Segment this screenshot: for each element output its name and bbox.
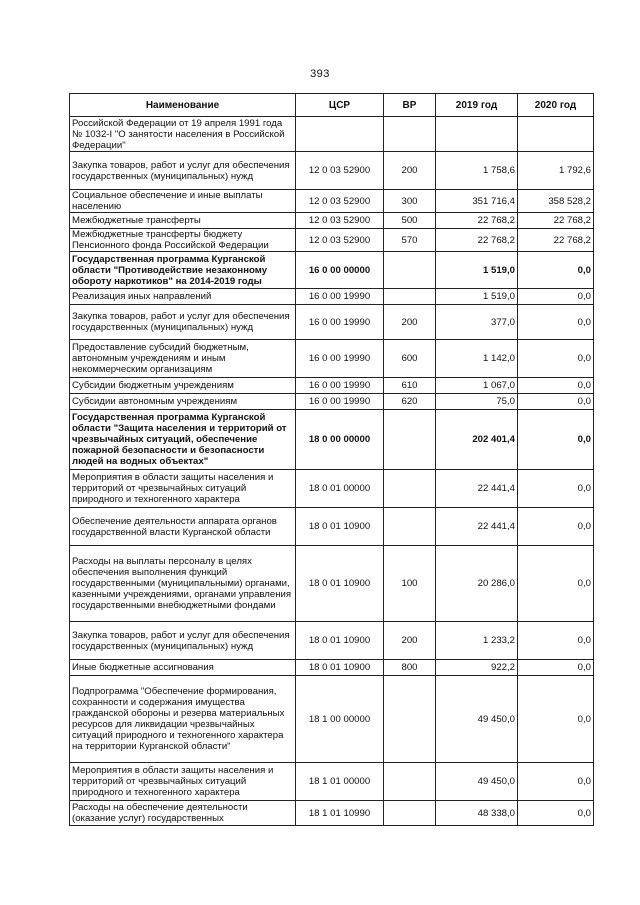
cell-name: Государственная программа Курганской области "Противодействие незаконному обороту наркотиков" на 2014-2019 годы (70, 252, 296, 289)
table-row (70, 410, 594, 470)
cell-2019: 1 067,0 (436, 378, 518, 394)
cell-2019: 75,0 (436, 394, 518, 410)
table-row (70, 378, 594, 394)
cell-vr (384, 508, 436, 546)
cell-name: Иные бюджетные ассигнования (70, 660, 296, 676)
column-header-2020: 2020 год (518, 94, 594, 117)
cell-csr: 16 0 00 19990 (296, 305, 384, 340)
cell-name: Государственная программа Курганской области "Защита населения и территорий от чрезвычайных ситуаций, обеспечение пожарной безопасности и безопасности людей на водных объектах" (70, 410, 296, 470)
cell-csr: 18 0 01 10900 (296, 508, 384, 546)
cell-2019: 1 519,0 (436, 252, 518, 289)
cell-2020: 0,0 (518, 763, 594, 801)
cell-2019: 1 758,6 (436, 152, 518, 190)
cell-2019: 22 441,4 (436, 470, 518, 508)
cell-vr: 200 (384, 305, 436, 340)
table-row (70, 289, 594, 305)
cell-2020 (518, 117, 594, 152)
table-row (70, 252, 594, 289)
cell-vr: 610 (384, 378, 436, 394)
cell-name: Социальное обеспечение и иные выплаты населению (70, 190, 296, 213)
cell-2019: 20 286,0 (436, 546, 518, 622)
table-row (70, 660, 594, 676)
cell-csr: 12 0 03 52900 (296, 152, 384, 190)
cell-csr: 12 0 03 52900 (296, 213, 384, 229)
cell-vr: 800 (384, 660, 436, 676)
cell-2020: 0,0 (518, 252, 594, 289)
column-header-2019: 2019 год (436, 94, 518, 117)
cell-vr (384, 470, 436, 508)
cell-2019: 22 768,2 (436, 213, 518, 229)
cell-2020: 0,0 (518, 378, 594, 394)
column-header-csr: ЦСР (296, 94, 384, 117)
cell-2020: 0,0 (518, 470, 594, 508)
cell-vr: 570 (384, 229, 436, 252)
cell-2019: 48 338,0 (436, 801, 518, 826)
cell-csr: 16 0 00 19990 (296, 378, 384, 394)
page-number: 393 (310, 68, 330, 80)
cell-vr (384, 289, 436, 305)
table-row (70, 152, 594, 190)
cell-name: Подпрограмма "Обеспечение формирования, сохранности и содержания имущества гражданской обороны и резерва материальных ресурсов для ликвидации чрезвычайных ситуаций природного и техногенного характера на территории Курганской области" (70, 676, 296, 763)
cell-2020: 0,0 (518, 660, 594, 676)
cell-csr: 18 0 01 10900 (296, 546, 384, 622)
table-row (70, 470, 594, 508)
cell-name: Субсидии автономным учреждениям (70, 394, 296, 410)
table-row (70, 508, 594, 546)
cell-vr (384, 801, 436, 826)
cell-vr: 600 (384, 340, 436, 378)
cell-name: Межбюджетные трансферты (70, 213, 296, 229)
cell-2020: 22 768,2 (518, 229, 594, 252)
cell-2020: 0,0 (518, 676, 594, 763)
cell-name: Обеспечение деятельности аппарата органов государственной власти Курганской области (70, 508, 296, 546)
cell-2020: 0,0 (518, 305, 594, 340)
cell-csr: 12 0 03 52900 (296, 190, 384, 213)
cell-name: Закупка товаров, работ и услуг для обеспечения государственных (муниципальных) нужд (70, 152, 296, 190)
cell-csr (296, 117, 384, 152)
cell-2020: 0,0 (518, 622, 594, 660)
cell-2019 (436, 117, 518, 152)
table-row (70, 117, 594, 152)
cell-2019: 351 716,4 (436, 190, 518, 213)
cell-vr: 300 (384, 190, 436, 213)
cell-2019: 1 142,0 (436, 340, 518, 378)
cell-2020: 358 528,2 (518, 190, 594, 213)
table-row (70, 622, 594, 660)
cell-2019: 1 233,2 (436, 622, 518, 660)
cell-name: Закупка товаров, работ и услуг для обеспечения государственных (муниципальных) нужд (70, 305, 296, 340)
table-row (70, 763, 594, 801)
cell-2020: 0,0 (518, 410, 594, 470)
cell-csr: 16 0 00 00000 (296, 252, 384, 289)
cell-2020: 0,0 (518, 801, 594, 826)
table-row (70, 801, 594, 826)
cell-2020: 0,0 (518, 340, 594, 378)
column-header-vr: ВР (384, 94, 436, 117)
cell-csr: 18 1 00 00000 (296, 676, 384, 763)
cell-csr: 16 0 00 19990 (296, 289, 384, 305)
cell-csr: 12 0 03 52900 (296, 229, 384, 252)
cell-vr (384, 410, 436, 470)
cell-csr: 18 0 00 00000 (296, 410, 384, 470)
table-row (70, 213, 594, 229)
cell-vr (384, 252, 436, 289)
cell-name: Субсидии бюджетным учреждениям (70, 378, 296, 394)
budget-table (69, 93, 594, 826)
cell-name: Межбюджетные трансферты бюджету Пенсионного фонда Российской Федерации (70, 229, 296, 252)
table-row (70, 394, 594, 410)
cell-2019: 22 441,4 (436, 508, 518, 546)
cell-csr: 18 0 01 10900 (296, 660, 384, 676)
cell-name: Реализация иных направлений (70, 289, 296, 305)
cell-2020: 0,0 (518, 508, 594, 546)
cell-name: Предоставление субсидий бюджетным, автономным учреждениям и иным некоммерческим организациям (70, 340, 296, 378)
cell-2020: 1 792,6 (518, 152, 594, 190)
cell-2019: 49 450,0 (436, 676, 518, 763)
cell-vr (384, 117, 436, 152)
cell-csr: 16 0 00 19990 (296, 340, 384, 378)
cell-csr: 16 0 00 19990 (296, 394, 384, 410)
cell-name: Мероприятия в области защиты населения и территорий от чрезвычайных ситуаций природного и техногенного характера (70, 470, 296, 508)
cell-2020: 0,0 (518, 289, 594, 305)
cell-2020: 0,0 (518, 394, 594, 410)
cell-2019: 1 519,0 (436, 289, 518, 305)
table-row (70, 305, 594, 340)
table-row (70, 340, 594, 378)
cell-2019: 202 401,4 (436, 410, 518, 470)
cell-vr (384, 676, 436, 763)
table-header-row (70, 94, 594, 117)
cell-csr: 18 1 01 00000 (296, 763, 384, 801)
cell-csr: 18 0 01 00000 (296, 470, 384, 508)
table-row (70, 676, 594, 763)
cell-name: Закупка товаров, работ и услуг для обеспечения государственных (муниципальных) нужд (70, 622, 296, 660)
table-row (70, 229, 594, 252)
cell-2019: 922,2 (436, 660, 518, 676)
cell-name: Расходы на обеспечение деятельности (оказание услуг) государственных (70, 801, 296, 826)
column-header-name: Наименование (70, 94, 296, 117)
cell-vr: 200 (384, 152, 436, 190)
cell-2020: 22 768,2 (518, 213, 594, 229)
table-row (70, 190, 594, 213)
cell-csr: 18 0 01 10900 (296, 622, 384, 660)
cell-2019: 49 450,0 (436, 763, 518, 801)
cell-csr: 18 1 01 10990 (296, 801, 384, 826)
cell-vr: 100 (384, 546, 436, 622)
cell-name: Мероприятия в области защиты населения и территорий от чрезвычайных ситуаций природного и техногенного характера (70, 763, 296, 801)
cell-name: Российской Федерации от 19 апреля 1991 года № 1032-I "О занятости населения в Российской Федерации" (70, 117, 296, 152)
cell-2019: 22 768,2 (436, 229, 518, 252)
cell-vr (384, 763, 436, 801)
table-row (70, 546, 594, 622)
cell-vr: 620 (384, 394, 436, 410)
cell-2020: 0,0 (518, 546, 594, 622)
table-body (70, 117, 594, 826)
cell-vr: 500 (384, 213, 436, 229)
cell-name: Расходы на выплаты персоналу в целях обеспечения выполнения функций государственными (муниципальными) органами, казенными учреждениями, органами управления государственными внебюджетными фондами (70, 546, 296, 622)
cell-2019: 377,0 (436, 305, 518, 340)
cell-vr: 200 (384, 622, 436, 660)
